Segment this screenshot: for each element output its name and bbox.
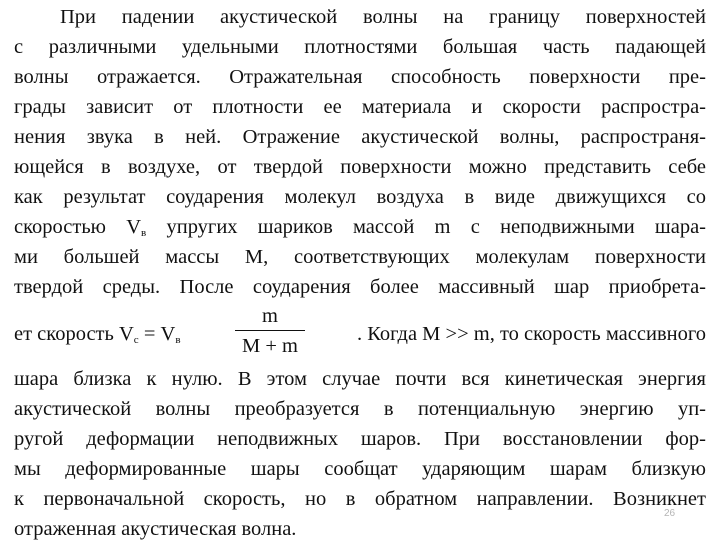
paragraph-line: При падении акустической волны на границу поверхностей	[60, 6, 706, 28]
velocity-subscript: в	[141, 227, 147, 239]
formula-subscript-b: в	[175, 334, 181, 346]
paragraph-line: мы деформированные шары сообщат ударяющим шарам близкую	[14, 458, 706, 480]
page-number: 26	[664, 508, 676, 519]
formula-subscript-c: с	[133, 334, 139, 346]
paragraph-line: шара близка к нулю. В этом случае почти вся кинетическая энергия	[14, 368, 706, 390]
paragraph-line: к первоначальной скорость, но в обратном направлении. Возникнет	[14, 488, 706, 510]
formula-lead-text: ет скорость V	[14, 323, 134, 345]
paragraph-line: грады зависит от плотности ее материала и скорости распростра-	[14, 96, 706, 118]
formula-tail: . Когда M >> m, то скорость массивного	[356, 323, 706, 345]
velocity-text: скоростью V	[14, 216, 142, 238]
paragraph-line: ми большей массы M, соответствующих молекулам поверхности	[14, 246, 706, 268]
paragraph-line: ющейся в воздухе, от твердой поверхности можно представить себе	[14, 156, 706, 178]
paragraph-line: акустической волны преобразуется в потенциальную энергию уп-	[14, 398, 706, 420]
body-text	[14, 2, 706, 544]
fraction-denominator: M + m	[242, 335, 298, 357]
paragraph-line-velocity	[14, 212, 706, 242]
paragraph-line-last: отраженная акустическая волна.	[14, 518, 297, 540]
paragraph-line: твердой среды. После соударения более массивный шар приобрета-	[14, 276, 706, 298]
formula-equals: = V	[138, 323, 176, 345]
paragraph-line: волны отражается. Отражательная способность поверхности пре-	[14, 66, 706, 88]
paragraph-line: ругой деформации неподвижных шаров. При восстановлении фор-	[14, 428, 706, 450]
formula-fraction	[235, 302, 305, 361]
formula-line	[14, 302, 706, 364]
formula-lead	[14, 319, 181, 355]
velocity-text-continued: упругих шариков массой m с неподвижными шара-	[146, 216, 706, 238]
fraction-numerator: m	[235, 302, 305, 331]
paragraph-line: с различными удельными плотностями большая часть падающей	[14, 36, 706, 58]
paragraph-line: нения звука в ней. Отражение акустической волны, распространя-	[14, 126, 706, 148]
paragraph-line: как результат соударения молекул воздуха в виде движущихся со	[14, 186, 706, 208]
